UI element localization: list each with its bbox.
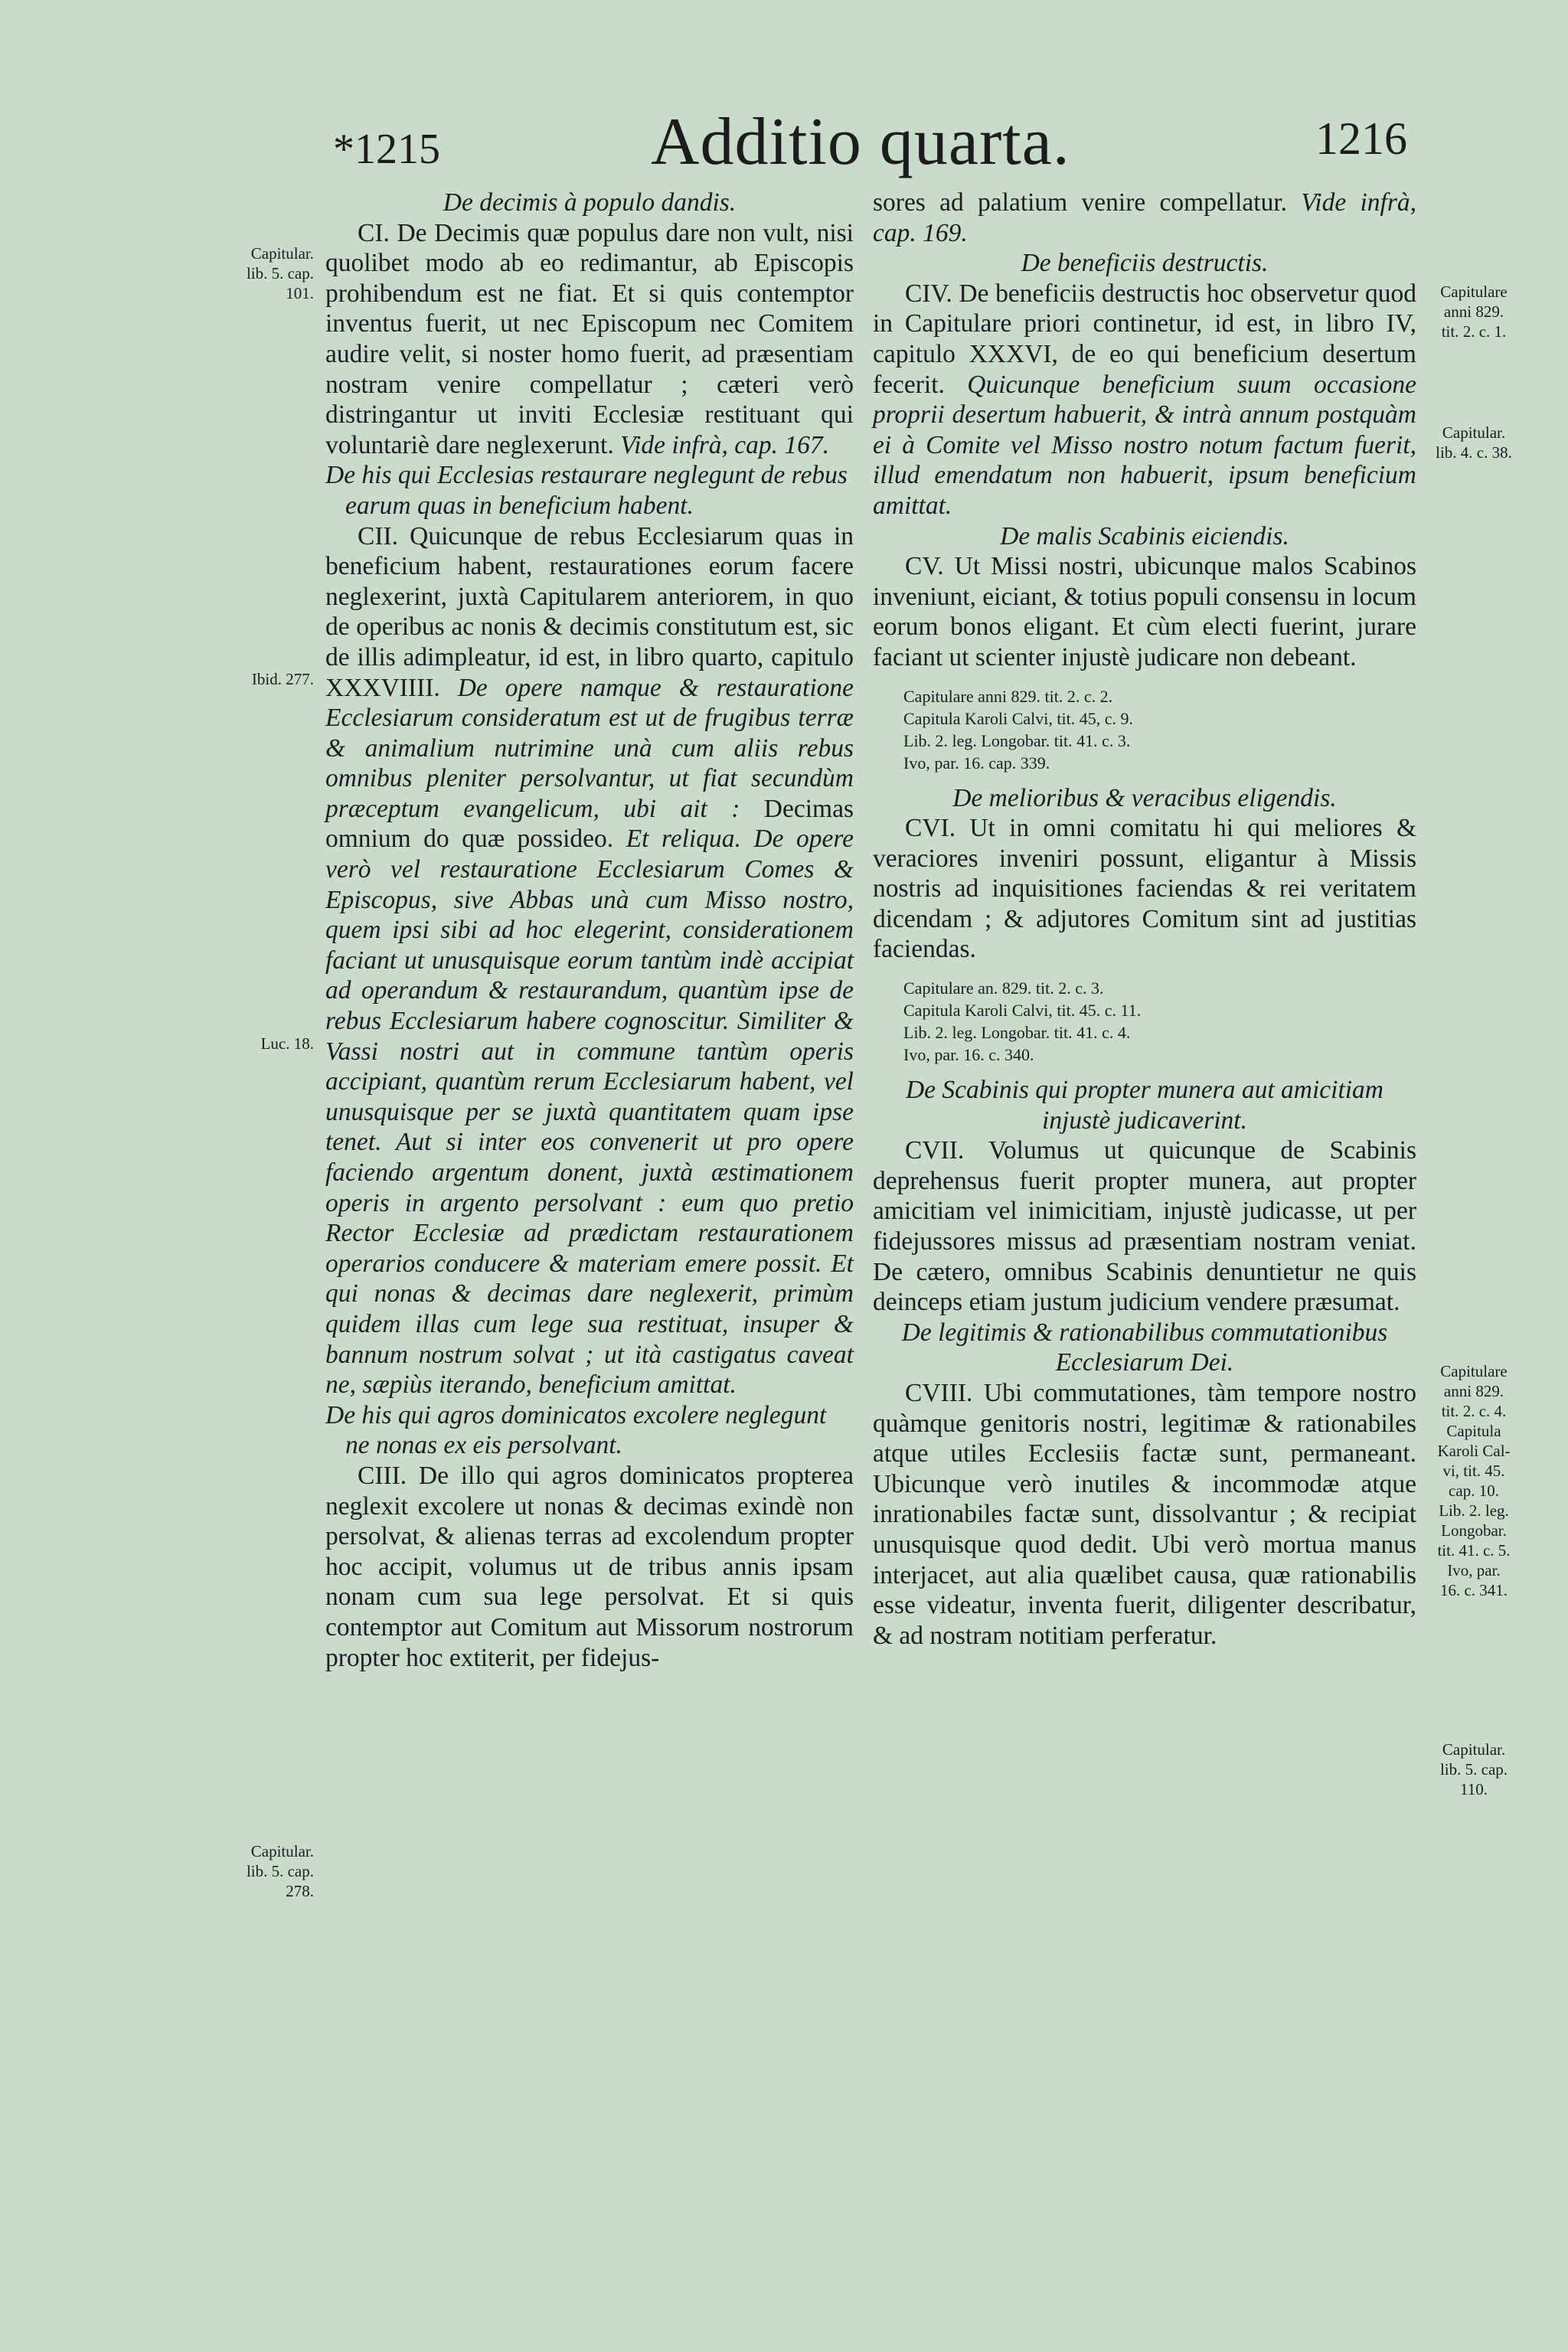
margin-note: Capitular. lib. 5. cap. 101. [246,244,314,302]
chapter-105: CV. Ut Missi nostri, ubicunque malos Scabinos inveniunt, eiciant, & totius populi consensu in locum eorum bonos eligant. Et cùm electi fuerint, jurare faciant ut scienter injustè judicare non debeant. [873,552,1416,671]
heading-de-scabinis: De malis Scabinis eiciendis. [1000,521,1289,550]
citation-line: Lib. 2. leg. Longobar. tit. 41. c. 4. [903,1023,1131,1043]
heading-de-melioribus: De melioribus & veracibus eligendis. [952,783,1337,812]
chapter-101: CI. De Decimis quæ populus dare non vult, nisi quolibet modo ab eo redimantur, ab Episcopis prohibendum est ne fiat. Et si quis contemptor inventus fuerit, ut nec Episcopum nec Comitem audire velit, si noster homo fuerit, ad præsentiam nostram venire compellatur ; cæteri verò distringantur ut inviti Ecclesiæ restituant qui voluntariè dare neglexerunt. Vide infrà, cap. 167. [325,218,854,459]
chapter-103: CIII. De illo qui agros dominicatos propterea neglexit excolere ut nonas & decimas exindè non persolvat, & alienas terras ad excolendum propter hoc accipit, volumus ut de tribus annis ipsam nonam cum sua lege persolvat. Et si quis contemptor aut Comitum aut Missorum nostrorum propter hoc extiterit, per fidejus- [325,1461,854,1672]
citation-line: Capitula Karoli Calvi, tit. 45, c. 9. [903,708,1134,728]
citation-block-2 [903,977,1416,1066]
citation-line: Lib. 2. leg. Longobar. tit. 41. c. 3. [903,730,1131,750]
left-column [325,188,854,1673]
citation-line: Ivo, par. 16. c. 340. [903,1045,1034,1065]
margin-note: Capitulare anni 829. tit. 2. c. 1. [1440,283,1508,341]
chapter-107: CVII. Volumus ut quicunque de Scabinis deprehensus fuerit propter munera, aut propter amicitiam vel inimicitiam, injustè judicasse, ut per fidejussores missus ad præsentiam nostram veniat. De cætero, omnibus Scabinis denuntietur ne quis deinceps etiam justum judicium vendere præsumat. [873,1136,1416,1317]
margin-note: Capitulare anni 829. tit. 2. c. 4. Capitula Karoli Cal- vi, tit. 45. cap. 10. Lib. 2. leg. Longobar. tit. 41. c. 5. Ivo, par. 16. c. 341. [1437,1362,1511,1599]
heading-de-decimis: De decimis à populo dandis. [443,188,737,217]
margin-note: Capitular. lib. 5. cap. 278. [246,1842,314,1900]
chapter-106: CVI. Ut in omni comitatu hi qui meliores & veraciores inveniri possunt, eligantur à Missis nostris ad inquisitiones faciendas & rei veritatem dicendam ; & adjutores Comitum sint ad justitias faciendas. [873,814,1416,964]
page-number-left: *1215 [333,126,440,173]
page-number-right: 1216 [1315,113,1407,164]
chapter-104: CIV. De beneficiis destructis hoc observetur quod in Capitulare priori continetur, id est, in libro IV, capitulo XXXVI, de eo qui beneficium desertum fecerit. Quicunque beneficium suum occasione proprii desertum habuerit, & intrà annum postquàm ei à Comite vel Misso nostro notum factum fuerit, illud emendatum non habuerit, ipsum beneficium amittat. [873,279,1416,520]
citation-line: Capitulare an. 829. tit. 2. c. 3. [903,978,1104,998]
margin-note: Capitular. lib. 5. cap. 110. [1439,1740,1508,1798]
chapter-102: CII. Quicunque de rebus Ecclesiarum quas in beneficium habent, restaurationes eorum facere neglexerint, juxtà Capitularem anteriorem, in quo de operibus ac nonis & decimis constitutum est, sic de illis adimpleatur, id est, in libro quarto, capitulo XXXVIIII. De opere namque & restauratione Ecclesiarum consideratum est ut de frugibus terræ & animalium nutrimine unà cum aliis rebus omnibus pleniter persolvantur, ut fiat secundùm præceptum evangelicum, ubi ait : Decimas omnium do quæ possideo. Et reliqua. De opere verò vel restauratione Ecclesiarum Comes & Episcopus, sive Abbas unà cum Misso nostro, quem ipsi sibi ad hoc elegerint, considerationem faciant ut unusquisque eorum tantùm indè accipiat ad operandum & restaurandum, quantùm ipse de rebus Ecclesiarum habere cognoscitur. Similiter & Vassi nostri aut in commune tantùm operis accipiant, quantùm rerum Ecclesiarum habent, vel unusquisque per se juxtà quantitatem quam ipse tenet. Aut si inter eos convenerit ut pro opere faciendo argentum donent, juxtà æstimationem operis in argento persolvant : eum quo pretio Rector Ecclesiæ ad prædictam restaurationem operarios conducere & materiam emere possit. Et qui nonas & decimas dare neglexerit, primùm quidem illas cum lege sua restituat, insuper & bannum nostrum solvat ; ut ità castigatus caveat ne, sæpiùs iterando, beneficium amittat. [325,521,854,1400]
heading-de-commutationibus: De legitimis & rationabilibus commutationibus Ecclesiarum Dei. [901,1318,1388,1377]
citation-line: Capitula Karoli Calvi, tit. 45. c. 11. [903,1001,1142,1021]
heading-de-ecclesias: De his qui Ecclesias restaurare neglegunt de rebus earum quas in beneficium habent. [325,461,848,520]
heading-de-agros: De his qui agros dominicatos excolere neglegunt ne nonas ex eis persolvant. [325,1400,827,1460]
chapter-108: CVIII. Ubi commutationes, tàm tempore nostro quàmque genitoris nostri, legitimæ & rationabiles atque utiles Ecclesiis factæ sunt, permaneant. Ubicunque verò inutiles & incommodæ atque inrationabiles factæ sunt, dissolvantur ; & recipiat unusquisque quod dedit. Ubi verò mortua manus interjacet, aut alia quælibet causa, quæ rationabilis esse videatur, inventa fuerit, diligenter describatur, & ad nostram notitiam perferatur. [873,1379,1416,1650]
margin-note: Luc. 18. [260,1034,314,1053]
page-header [0,103,1568,180]
citation-line: Capitulare anni 829. tit. 2. c. 2. [903,686,1113,706]
margin-note: Capitular. lib. 4. c. 38. [1436,423,1512,462]
margin-note: Ibid. 277. [251,670,314,688]
heading-de-beneficiis: De beneficiis destructis. [1021,249,1269,278]
right-column [873,188,1416,1651]
citation-line: Ivo, par. 16. cap. 339. [903,753,1050,773]
page-title: Additio quarta. [651,105,1070,179]
heading-de-scabinis-munera: De Scabinis qui propter munera aut amicitiam injustè judicaverint. [905,1076,1384,1135]
continuation-text: sores ad palatium venire compellatur. Vide infrà, cap. 169. [873,188,1417,247]
citation-block-1 [903,685,1416,774]
